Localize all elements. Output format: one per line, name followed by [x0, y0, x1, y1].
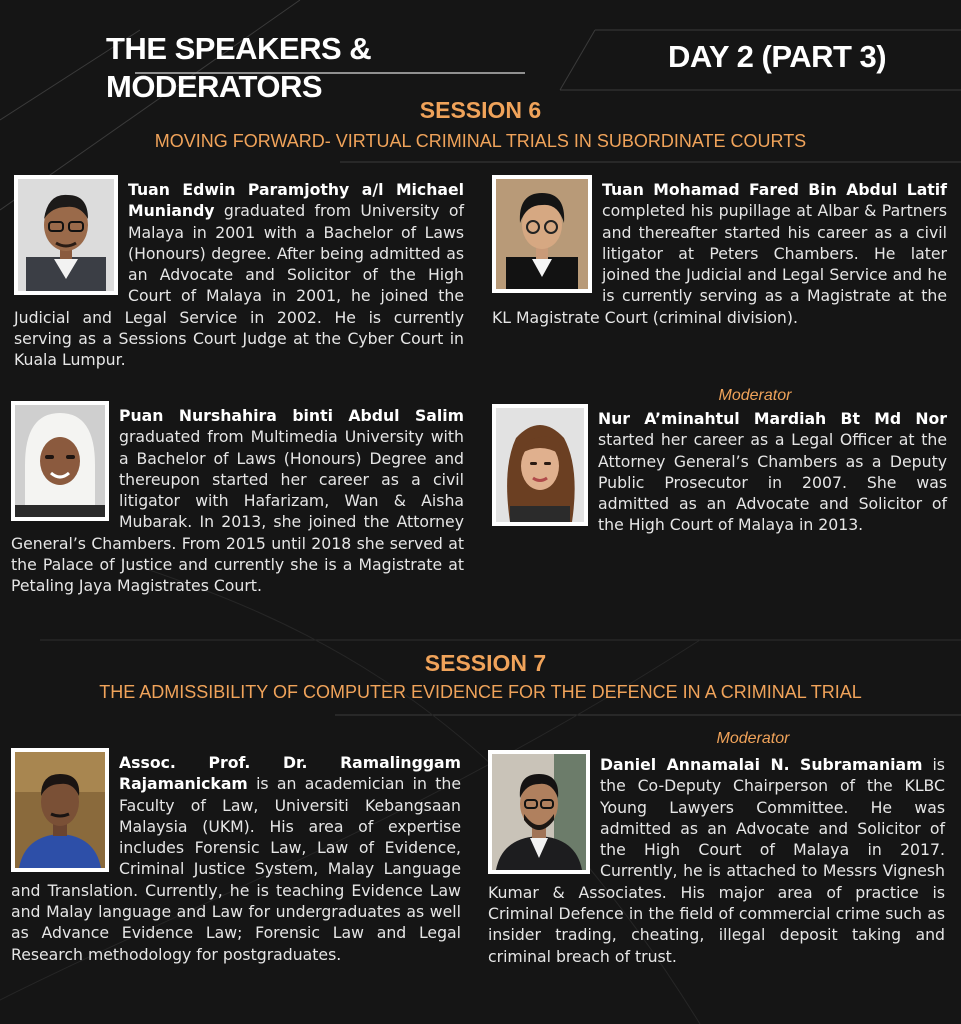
session-6-label: SESSION 6	[419, 97, 542, 123]
speaker-photo-ramalinggam	[11, 748, 109, 872]
speaker-bio: completed his pupillage at Albar & Partners and thereafter started his career as a civil litigator at Peters Chambers. He later joined the Judicial and Legal Service and he is currently serving as a Magistrate at the KL Magistrate Court (criminal division).	[492, 201, 947, 327]
speaker-card-nurshahira	[11, 405, 464, 597]
session-6-title: MOVING FORWARD- VIRTUAL CRIMINAL TRIALS IN SUBORDINATE COURTS	[154, 131, 807, 151]
day-label: DAY 2 (PART 3)	[668, 39, 887, 74]
speaker-photo-edwin	[14, 175, 118, 295]
moderator-label-session-7: Moderator	[716, 730, 790, 747]
speaker-name: Tuan Mohamad Fared Bin Abdul Latif	[602, 180, 947, 199]
speaker-card-ramalinggam	[11, 752, 461, 965]
moderator-label-session-6: Moderator	[718, 387, 792, 404]
session-7-label: SESSION 7	[424, 650, 547, 676]
speaker-photo-nur-aminahtul	[492, 404, 588, 526]
speaker-bio: started her career as a Legal Officer at the Attorney General’s Chambers as a Deputy Public Prosecutor in 2007. She was admitted as an Advocate and Solicitor of the High Court of Malaya in 2013.	[598, 430, 947, 535]
speaker-bio: is the Co-Deputy Chairperson of the KLBC Young Lawyers Committee. He was admitted as an Advocate and Solicitor of the High Court of Malaya in 2017. Currently, he is attached to Messrs Vignesh Kumar & Associates. His major area of practice is Criminal Defence in the field of commercial crime such as insider trading, cheating, illegal deposit taking and criminal breach of trust.	[488, 755, 945, 966]
speaker-photo-nurshahira	[11, 401, 109, 521]
speaker-card-fared	[492, 179, 947, 328]
speaker-name: Assoc. Prof. Dr. Ramalinggam Rajamanickam	[119, 753, 461, 794]
speaker-name: Puan Nurshahira binti Abdul Salim	[119, 406, 464, 425]
speaker-bio: graduated from University of Malaya in 2001 with a Bachelor of Laws (Honours) degree. After being admitted as an Advocate and Solicitor of the High Court of Malaya in 2001, he joined the Judicial and Legal Service in 2002. He is currently serving as a Sessions Court Judge at the Cyber Court in Kuala Lumpur.	[14, 201, 464, 370]
speaker-bio: is an academician in the Faculty of Law, Universiti Kebangsaan Malaysia (UKM). His area of expertise includes Forensic Law, Law of Evidence, Criminal Justice System, Malay Language and Translation. Currently, he is teaching Evidence Law and Malay language and Law for undergraduates as well as Advance Evidence Law; Forensic Law and Legal Research methodology for postgraduates.	[11, 774, 461, 964]
moderator-card-nur-aminahtul	[492, 408, 947, 536]
speaker-name: Nur A’minahtul Mardiah Bt Md Nor	[598, 409, 947, 428]
speaker-name: Tuan Edwin Paramjothy a/l Michael Muniandy	[128, 180, 464, 221]
speaker-card-edwin	[14, 179, 464, 371]
speaker-photo-daniel	[488, 750, 590, 874]
speaker-photo-fared	[492, 175, 592, 293]
speaker-bio: graduated from Multimedia University with a Bachelor of Laws (Honours) Degree and thereupon started her career as a civil litigator with Hafarizam, Wan & Aisha Mubarak. In 2013, she joined the Attorney General’s Chambers. From 2015 until 2018 she served at the Palace of Justice and currently she is a Magistrate at Petaling Jaya Magistrates Court.	[11, 427, 464, 596]
moderator-card-daniel	[488, 754, 945, 967]
page-title: THE SPEAKERS & MODERATORS	[106, 31, 372, 104]
speaker-name: Daniel Annamalai N. Subramaniam	[600, 755, 923, 774]
session-7-title: THE ADMISSIBILITY OF COMPUTER EVIDENCE FOR THE DEFENCE IN A CRIMINAL TRIAL	[99, 682, 862, 702]
